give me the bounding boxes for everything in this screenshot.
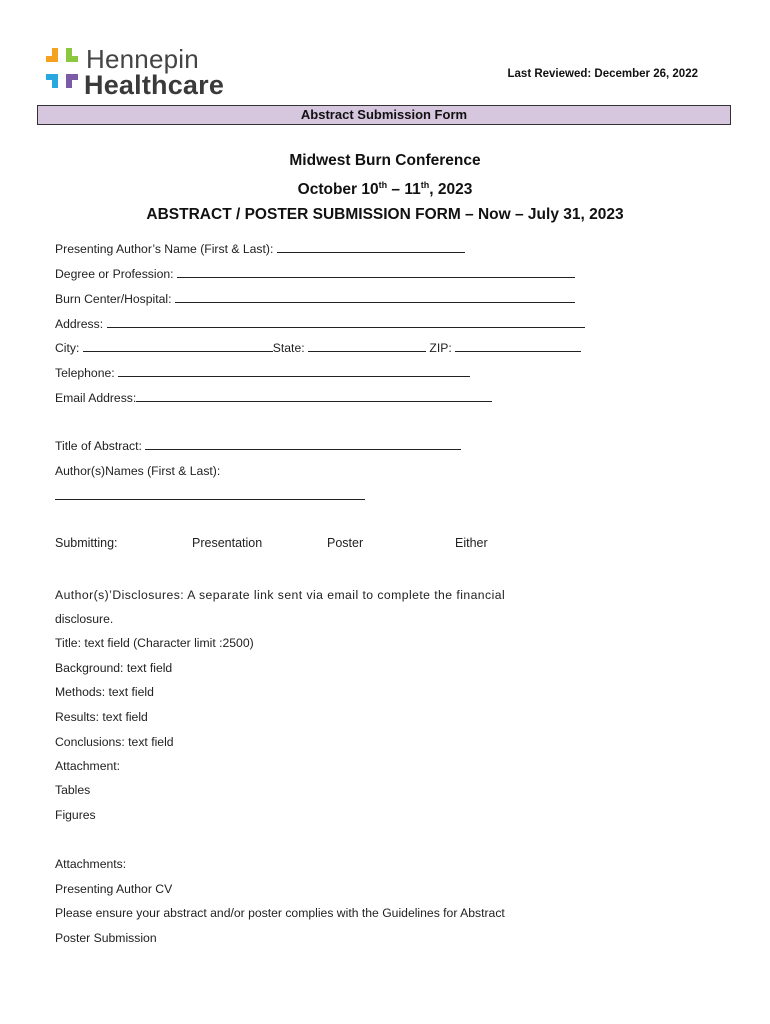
tables-text: Tables [55, 783, 91, 797]
option-poster[interactable]: Poster [327, 536, 364, 550]
telephone-field[interactable] [118, 364, 470, 377]
form-heading: ABSTRACT / POSTER SUBMISSION FORM – Now – July 31, 2023 [146, 206, 624, 224]
burn-center-row [55, 290, 575, 308]
authors-names-label: Author(s)Names (First & Last): [55, 464, 221, 478]
address-row [55, 315, 585, 333]
submitting-label: Submitting: [55, 536, 118, 550]
conference-name: Midwest Burn Conference [289, 152, 481, 169]
option-presentation[interactable]: Presentation [192, 536, 263, 550]
title-abstract-label: Title of Abstract: [55, 439, 142, 453]
burn-center-field[interactable] [175, 290, 575, 303]
title-abstract-field[interactable] [145, 437, 461, 450]
option-either[interactable]: Either [455, 536, 488, 550]
conference-dates: October 10th – 11th, 2023 [297, 180, 473, 199]
authors-names-row [55, 462, 220, 480]
presenting-author-label: Presenting Author’s Name (First & Last): [55, 242, 274, 256]
city-field[interactable] [83, 339, 273, 352]
presenting-author-row [55, 240, 465, 258]
logo-mark-icon [44, 44, 84, 100]
presenting-author-field[interactable] [277, 240, 465, 253]
conference-title-block [0, 148, 770, 227]
form-banner-title: Abstract Submission Form [37, 105, 731, 125]
figures-text: Figures [55, 808, 96, 822]
presenting-cv-text: Presenting Author CV [55, 882, 173, 896]
conclusions-field-text: Conclusions: text field [55, 735, 174, 749]
state-field[interactable] [308, 339, 426, 352]
zip-field[interactable] [455, 339, 581, 352]
results-field-text: Results: text field [55, 710, 148, 724]
email-label: Email Address: [55, 391, 137, 405]
logo-text-hennepin: Hennepin [86, 44, 199, 74]
disclosures-text-cont: disclosure. [55, 612, 114, 626]
city-label: City: [55, 341, 80, 355]
burn-center-label: Burn Center/Hospital: [55, 292, 172, 306]
degree-label: Degree or Profession: [55, 267, 174, 281]
authors-names-line-row [55, 487, 365, 505]
authors-names-field[interactable] [55, 487, 365, 500]
title-abstract-row [55, 437, 461, 455]
degree-field[interactable] [177, 265, 575, 278]
methods-field-text: Methods: text field [55, 685, 154, 699]
disclosures-text: Author(s)’Disclosures: A separate link sent via email to complete the financial [55, 588, 506, 602]
guidelines-text: Please ensure your abstract and/or poster complies with the Guidelines for Abstract [55, 906, 505, 920]
email-field[interactable] [136, 389, 492, 402]
attachments-heading: Attachments: [55, 857, 127, 871]
state-label: State: [272, 341, 305, 355]
degree-row [55, 265, 575, 283]
email-row [55, 389, 492, 407]
title-field-text: Title: text field (Character limit :2500) [55, 636, 254, 650]
address-label: Address: [55, 317, 104, 331]
telephone-label: Telephone: [55, 366, 115, 380]
city-state-zip-row [55, 339, 581, 357]
guidelines-text-cont: Poster Submission [55, 931, 157, 945]
attachment-heading: Attachment: [55, 759, 121, 773]
background-field-text: Background: text field [55, 661, 173, 675]
zip-label: ZIP: [429, 341, 452, 355]
logo-text-healthcare: Healthcare [84, 70, 225, 100]
hennepin-healthcare-logo [44, 44, 264, 100]
telephone-row [55, 364, 470, 382]
last-reviewed-date: Last Reviewed: December 26, 2022 [507, 68, 698, 80]
address-field[interactable] [107, 315, 585, 328]
